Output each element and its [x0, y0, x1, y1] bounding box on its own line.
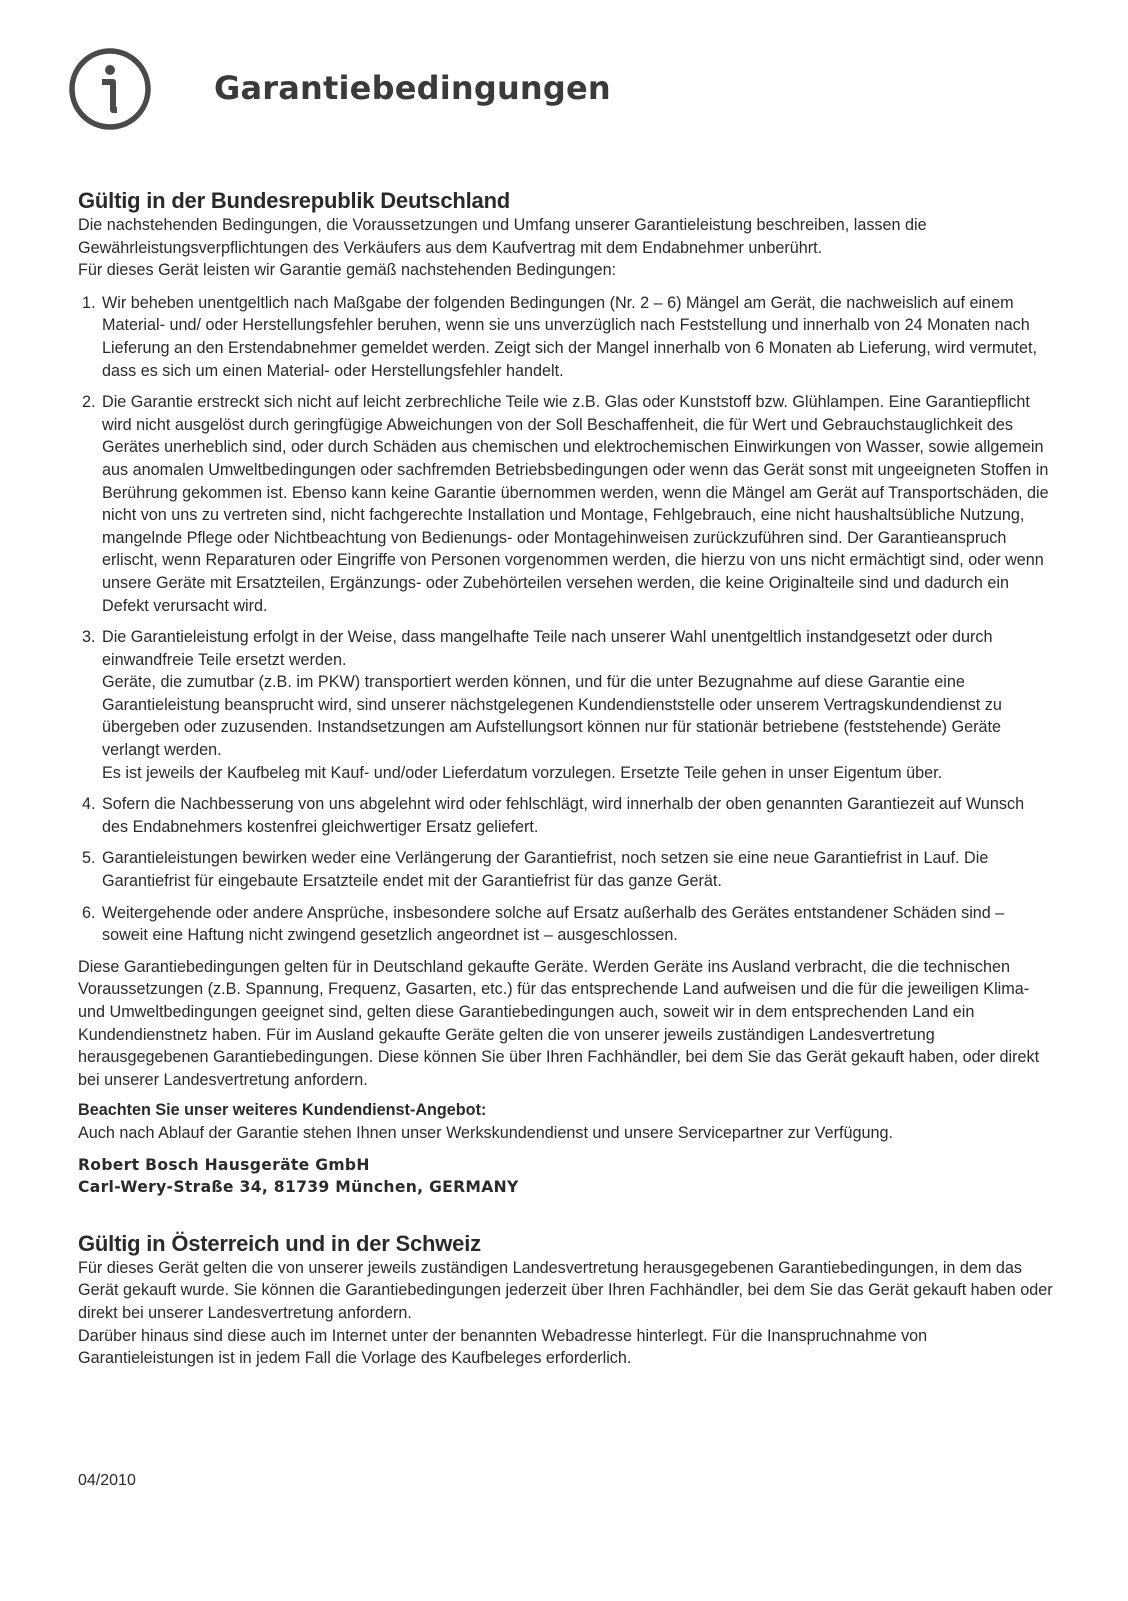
condition-item [100, 391, 1053, 617]
company-name: Robert Bosch Hausgeräte GmbH [78, 1155, 370, 1174]
condition-text: Die Garantie erstreckt sich nicht auf leicht zerbrechliche Teile wie z.B. Glas oder Kunststoff bzw. Glühlampen. Eine Garantiepflicht wird nicht ausgelöst durch geringfügige Abweichungen von der Soll Beschaffenheit, die für Wert und Gebrauchstauglichkeit des Gerätes unerheblich sind, oder durch Schäden aus chemischen und elektrochemischen Einwirkungen von Wasser, sowie allgemein aus anomalen Umweltbedingungen oder sachfremden Betriebsbedingungen oder wenn das Gerät sonst mit ungeeigneten Stoffen in Berührung gekommen ist. Ebenso kann keine Garantie übernommen werden, wenn die Mängel am Gerät auf Transportschäden, die nicht von uns zu vertreten sind, nicht fachgerechte Installation und Montage, Fehlgebrauch, eine nicht haushaltsübliche Nutzung, mangelnde Pflege oder Nichtbeachtung von Bedienungs- oder Montagehinweisen zurückzuführen sind. Der Garantieanspruch erlischt, wenn Reparaturen oder Eingriffe von Personen vorgenommen werden, die hierzu von uns nicht ermächtigt sind, oder wenn unsere Geräte mit Ersatzteilen, Ergänzungs- oder Zubehörteilen versehen werden, die keine Originalteile sind und dadurch ein Defekt verursacht wird. [102, 393, 1049, 615]
company-block [78, 1154, 1053, 1199]
info-icon [68, 47, 152, 131]
conditions-list [78, 292, 1053, 947]
company-address: Carl-Wery-Straße 34, 81739 München, GERMANY [78, 1178, 519, 1197]
page-title: Garantiebedingungen [214, 69, 611, 107]
section-germany [78, 188, 1053, 1199]
section-heading-germany: Gültig in der Bundesrepublik Deutschland [78, 188, 511, 213]
at-ch-paragraph: Darüber hinaus sind diese auch im Internet unter der benannten Webadresse hinterlegt. Für die Inanspruchnahme von Garantieleistungen ist in jedem Fall die Vorlage des Kaufbeleges erforderlich. [78, 1326, 928, 1368]
condition-item: 6. Weitergehende oder andere Ansprüche, insbesondere solche auf Ersatz außerhalb des Gerätes entstandener Schäden sind – soweit eine Haftung nicht zwingend gesetzlich angeordnet ist – ausgeschlossen. [100, 902, 1053, 947]
closing-paragraph: Diese Garantiebedingungen gelten für in Deutschland gekaufte Geräte. Werden Geräte ins Ausland verbracht, die die technischen Voraussetzungen (z.B. Spannung, Frequenz, Gasarten, etc.) für das entsprechende Land aufweisen und die für die jeweiligen Klima- und Umweltbedingungen geeignet sind, gelten diese Garantiebedingungen auch, soweit wir in dem entsprechenden Land ein Kundendienstnetz haben. Für im Ausland gekaufte Geräte gelten die von unserer jeweils zuständigen Landesvertretung herausgegebenen Garantiebedingungen. Diese können Sie über Ihren Fachhändler, bei dem Sie das Gerät gekauft haben, oder direkt bei unserer Landesvertretung anfordern. [78, 957, 1040, 1089]
condition-item: 3. Die Garantieleistung erfolgt in der Weise, dass mangelhafte Teile nach unserer Wahl unentgeltlich instandgesetzt oder durch einwandfreie Teile ersetzt werden. Geräte, die zumutbar (z.B. im PKW) transportiert werden können, und für die unter Bezugnahme auf diese Garantie eine Garantieleistung beansprucht wird, sind unserer nächstgelegenen Kundendienststelle oder unserem Vertragskundendienst zu übergeben oder zuzusenden. Instandsetzungen am Aufstellungsort können nur für stationär betriebene (feststehende) Geräte verlangt werden. Es ist jeweils der Kaufbeleg mit Kauf- und/oder Lieferdatum vorzulegen. Ersetzte Teile gehen in unser Eigentum über. [100, 626, 1053, 784]
document-date: 04/2010 [78, 1472, 136, 1489]
notice-heading: Beachten Sie unser weiteres Kundendienst-Angebot: [78, 1101, 487, 1120]
condition-item: 4. Sofern die Nachbesserung von uns abgelehnt wird oder fehlschlägt, wird innerhalb der oben genannten Garantiezeit auf Wunsch des Endabnehmers kostenfrei gleichwertiger Ersatz geliefert. [100, 793, 1053, 838]
at-ch-paragraph: Für dieses Gerät gelten die von unserer jeweils zuständigen Landesvertretung herausgegebenen Garantiebedingungen, in dem das Gerät gekauft wurde. Sie können die Garantiebedingungen jederzeit über Ihren Fachhändler, bei dem Sie das Gerät gekauft haben oder direkt bei unserer Landesvertretung anfordern. [78, 1258, 1053, 1322]
document-body [78, 188, 1053, 1370]
condition-item: 5. Garantieleistungen bewirken weder eine Verlängerung der Garantiefrist, noch setzen sie eine neue Garantiefrist in Lauf. Die Garantiefrist für eingebaute Ersatzteile endet mit der Garantiefrist für das ganze Gerät. [100, 847, 1053, 892]
intro-paragraph: Für dieses Gerät leisten wir Garantie gemäß nachstehenden Bedingungen: [78, 261, 617, 280]
section-austria-switzerland [78, 1231, 1053, 1370]
intro-paragraph: Die nachstehenden Bedingungen, die Voraussetzungen und Umfang unserer Garantieleistung beschreiben, lassen die Gewährleistungsverpflichtungen des Verkäufers aus dem Kaufvertrag mit dem Endabnehmer unberührt. [78, 216, 927, 257]
notice-text: Auch nach Ablauf der Garantie stehen Ihnen unser Werkskundendienst und unsere Servicepartner zur Verfügung. [78, 1123, 893, 1142]
section-heading-austria-switzerland: Gültig in Österreich und in der Schweiz [78, 1230, 481, 1256]
page-header [68, 47, 1068, 137]
condition-item: 1. Wir beheben unentgeltlich nach Maßgabe der folgenden Bedingungen (Nr. 2 – 6) Mängel am Gerät, die nachweislich auf einem Material- und/ oder Herstellungsfehler beruhen, wenn sie uns unverzüglich nach Feststellung und innerhalb von 24 Monaten nach Lieferung an den Erstendabnehmer gemeldet werden. Zeigt sich der Mangel innerhalb von 6 Monaten ab Lieferung, wird vermutet, dass es sich um einen Material- oder Herstellungsfehler handelt. [100, 292, 1053, 382]
